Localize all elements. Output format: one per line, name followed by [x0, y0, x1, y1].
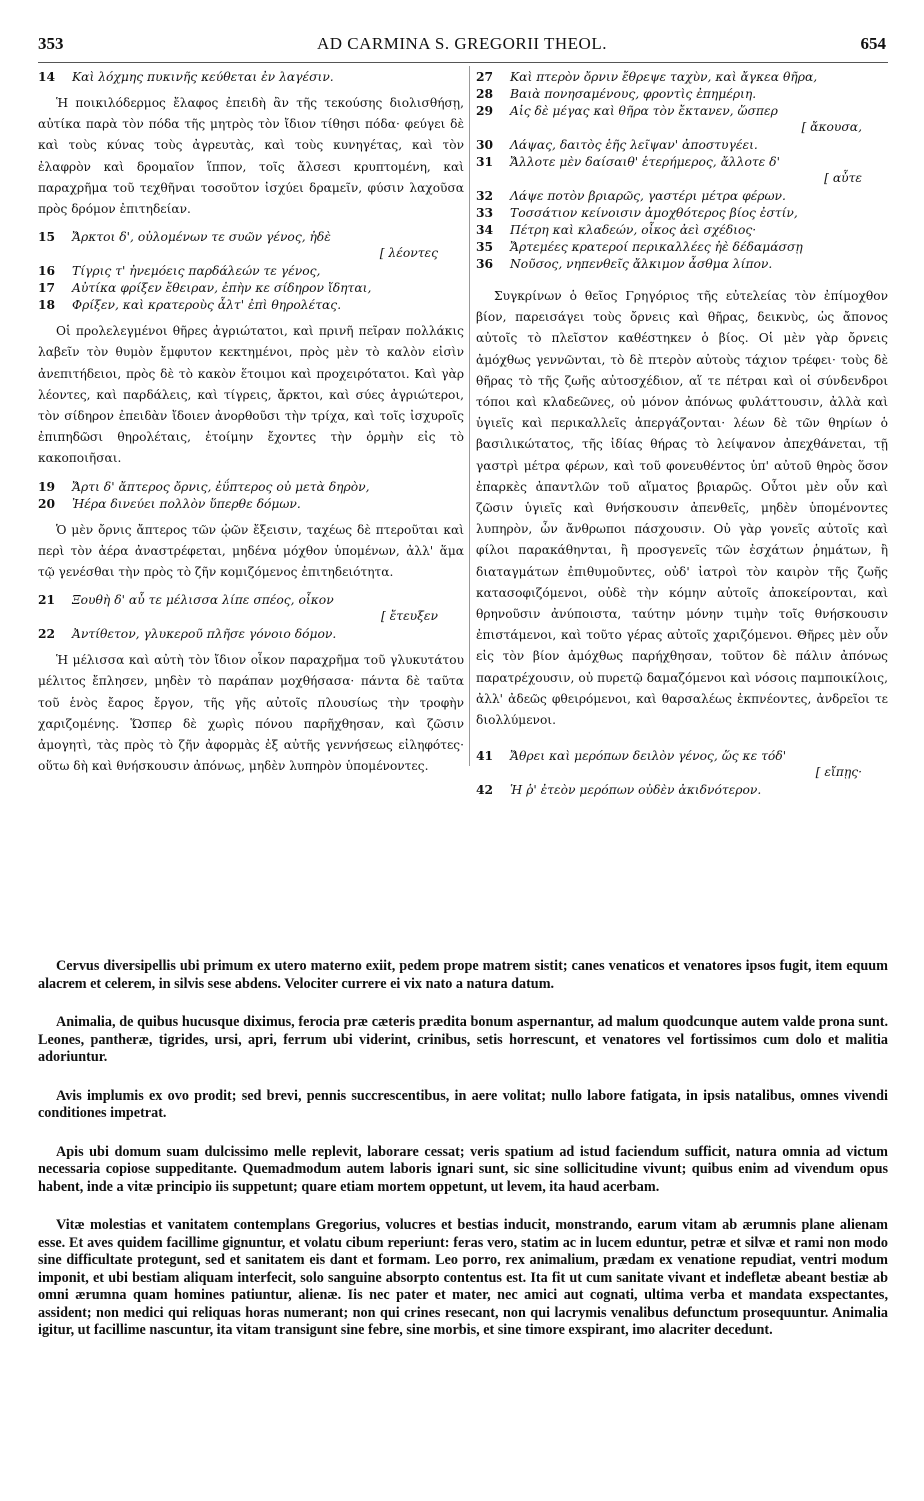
verse-text: Ἄρκτοι δ', οὐλομένων τε συῶν γένος, ἠδὲ: [72, 230, 331, 245]
verse-number: 30: [476, 137, 494, 152]
latin-translation: [38, 958, 888, 1361]
verse-text: Ἄρτεμέες κρατεροί περικαλλέες ἠὲ δέδαμάσσῃ: [510, 240, 803, 254]
verse-line: [476, 255, 888, 272]
verse-text: Λάψε ποτὸν βριαρῶς, γαστέρι μέτρα φέρων.: [510, 189, 786, 203]
verse-continuation: [ ἔτευξεν: [380, 609, 438, 624]
verse-line: [38, 478, 464, 495]
verse-text: Ξουθὴ δ' αὖ τε μέλισσα λίπε σπέος, οἶκον: [72, 593, 334, 608]
left-column: [38, 68, 464, 785]
verse-line: [476, 102, 888, 119]
verse-number: 16: [38, 263, 56, 279]
verse-line: [476, 136, 888, 153]
verse-text: Ἀντίθετον, γλυκεροῦ πλῆσε γόνοιο δόμον.: [72, 627, 337, 642]
verse-line: [38, 279, 464, 296]
greek-paraphrase: Οἱ προλελεγμένοι θῆρες ἀγριώτατοι, καὶ πρινῆ πεῖραν πολλάκις λαβεῖν τὸν θυμὸν ἔμφυτον κεκτημένοι, πρὸς μὲν τὸ καλὸν εἰσὶν ἀνεπιτήδειοι, πρὸς δὲ τὸ κακὸν ἕτοιμοι καὶ προχειρότατοι. Καὶ γὰρ λέοντες, καὶ παρδάλεις, καὶ τίγρεις, ἄρκτοι, καὶ σύες ἀγριώτεροι, τὸν σίδηρον ἐπειδὰν ἴδοιεν ἀνορθοῦσι τὴν τρίχα, καὶ τοῖς ἰσχυροῖς ἐπιπηδῶσι θηρολέταις, ἑτοίμην ἔχοντες τὴν ὁρμὴν εἰς τὸ κακοποιῆσαι.: [38, 324, 464, 466]
verse-number: 36: [476, 256, 494, 271]
verse-number: 14: [38, 69, 56, 84]
verse-number: 42: [476, 782, 494, 798]
greek-paraphrase: Ἡ ποικιλόδερμος ἔλαφος ἐπειδὴ ἂν τῆς τεκούσης διολισθήσῃ, αὐτίκα παρὰ τὸν πόδα τῆς μητρὸς τὸν ἴδιον τίθησι πόδα· φεύγει δὲ καὶ τοὺς κύνας τοὺς ἀγρευτὰς, καὶ τοὺς κυνηγέτας, καὶ τὸν ἐλαφρὸν καὶ δρομαῖον ἵππον, τοῖς ἄλσεσι κρυπτομένη, καὶ παραχρῆμα τοῦ τεχθῆναι τοσοῦτον ἰσχύει δραμεῖν, φύσιν λαχοῦσα πρὸς δρόμον ἐπιτηδείαν.: [38, 96, 464, 217]
verse-line: [38, 591, 464, 608]
latin-paragraph: Animalia, de quibus hucusque diximus, ferocia præ cæteris prædita bonum aspernantur, ad malum quodcunque autem valde prona sunt. Leones, pantheræ, tigrides, ursi, apri, ferrum ubi viderint, crinibus, setis horrescunt, et venatores vel fortissimos cum dolo et malitia adoriuntur.: [38, 1014, 888, 1065]
verse-text: Νοῦσος, νηπενθεῖς ἄλκιμον ἆσθμα λίπον.: [510, 257, 773, 271]
verse-continuation: [ αὖτε: [824, 171, 862, 185]
verse-continuation: [ εἴπῃς·: [815, 765, 862, 780]
latin-paragraph: Vitæ molestias et vanitatem contemplans Gregorius, volucres et bestias inducit, monstrando, earum vitam ab ærumnis plane alienam esse. Et aves quidem facillime gignuntur, et volatu cibum reperiunt: feras vero, statim ac in lucem eduntur, petræ et silvæ et rami non modo sine difficultate protegunt, sed et sanitatem eis dant et formam. Leo porro, rex animalium, prædam ex venatione repudiat, ventri modum imponit, et ubi bestiam aliquam interfecit, solo sanguine absorpto contentus est. Ita fit ut cum sanitate vivant et indefletæ abeant bestiæ ab omni ærumna quam homines patiuntur, alienæ. Iis nec pater et mater, nec amici aut cognati, ultima verba et mandata exspectantes, assident; non medici qui reliquas horas numerant; non qui crines resecant, non qui lacrymis venalibus defunctum prosequuntur. Animalia igitur, ut facillime nascuntur, ita vitam transigunt sine febre, sine morbis, et sine timore exspirant, imo alacriter decedunt.: [38, 1217, 888, 1338]
verse-continuation: [ ἄκουσα,: [801, 120, 862, 134]
verse-text: Φρίξεν, καὶ κρατεροὺς ἆλτ' ἐπὶ θηρολέτας.: [72, 298, 342, 313]
verse-number: 17: [38, 280, 56, 296]
verse-text: Αὐτίκα φρίξεν ἔθειραν, ἐπὴν κε σίδηρον ἴδηται,: [72, 281, 372, 296]
verse-text: Ἡ ῥ' ἐτεὸν μερόπων οὐδὲν ἀκιδνότερον.: [510, 783, 762, 798]
verse-number: 20: [38, 495, 56, 511]
verse-text: Πέτρη καὶ κλαδεών, οἶκος ἀεὶ σχέδιος·: [510, 223, 757, 237]
verse-text: Τίγρις τ' ἠνεμόεις παρδάλεών τε γένος,: [72, 264, 321, 279]
verse-number: 28: [476, 86, 494, 101]
verse-text: Λάψας, δαιτὸς ἑῆς λεῖψαν' ἀποστυγέει.: [510, 138, 758, 152]
verse-number: 33: [476, 205, 494, 220]
verse-line: [38, 228, 464, 245]
verse-number: 41: [476, 748, 494, 764]
greek-commentary: Συγκρίνων ὁ θεῖος Γρηγόριος τῆς εὐτελείας τὸν ἐπίμοχθον βίον, παρεισάγει τοὺς ὄρνεις καὶ θῆρας, δεικνὺς, ὡς ἄπονος αὐτοῖς τὸ πλεῖστον καθέστηκεν ὁ βίος. Οἱ μὲν γὰρ ὄρνεις ἀμόχθως γεννῶνται, τὸ δὲ πτερὸν αὐτοὺς τάχιον τρέφει· τοὺς δὲ θῆρας τὸ τῆς ζωῆς αὐτοσχέδιον, αἵ τε πέτραι καὶ οἱ σύνδενδροι τόποι καὶ κλαδεῶνες, οὐ μόνον ἀπόνως φυλάττουσιν, ἀλλὰ καὶ ὑγιεῖς καὶ περικαλλεῖς ἀπεργάζονται· λέων δὲ τῶν θηρίων ὁ βασιλικώτατος, τῆς ἰδίας θήρας τὸ λείψανον ἀπεχθάνεται, τῇ γαστρὶ μέτρα φέρων, καὶ τοῦ φονευθέντος ὑπ' αὐτοῦ θηρὸς ὅσον ἐπαρκὲς ἀπαντλῶν τοῦ αἵματος βριαρῶς. Οὗτοι μὲν οὖν καὶ ζῶσιν ὑγιεῖς καὶ θνήσκουσιν ἀπενθεῖς, μηδὲν ὑπομένοντες λυπηρὸν, ὧν ἄνθρωποι πάσχουσιν. Οὐ γὰρ γονεῖς αὐτοῖς καὶ φίλοι παρακάθηνται, ἢ προσγενεῖς τῶν ἐσχάτων ῥημάτων, ἢ διαταγμάτων ἐπιθυμοῦντες, οὐδ' ἰατροὶ τὸν καιρὸν τῆς ζωῆς κατασοφιζόμενοι, οὐδὲ τὴν κόμην αὐτοῖς ἀποκείρονται, καὶ θρηνοῦσιν ἀνύποιστα, ταύτην μόνην τιμὴν τοῖς θνήσκουσιν ἐπιστάμενοι, καὶ τοῦτο γέρας αὐτοῖς χαριζόμενοι. Θῆρες μὲν οὖν εἰς τὸν βίον ἀμόχθως παρήχθησαν, τοῦτον δὲ πάλιν ἀπόνως παρατρέχουσιν, οὐ πυρετῷ δαμαζόμενοι καὶ νόσοις παμποικίλοις, ἀλλ' ἀδεῶς φθειρόμενοι, καὶ θαρσαλέως ἐκπνέοντες, ἀνδρεῖοι τε διολλύμενοι.: [476, 289, 888, 728]
verse-text: Ἠέρα δινεύει πολλὸν ὕπερθε δόμων.: [72, 496, 301, 511]
running-header: [38, 34, 886, 56]
greek-paraphrase: Ὁ μὲν ὄρνις ἄπτερος τῶν ᾠῶν ἔξεισιν, ταχέως δὲ πτεροῦται καὶ περὶ τὸν ἀέρα ἀναστρέφεται, μηδένα μόχθον ὑπομένων, ἀλλ' ἅμα τῷ γενέσθαι τὴν πρὸς τὸ ζῆν κομιζόμενος ἐπιτηδειότητα.: [38, 522, 464, 580]
verse-text: Ἄλλοτε μὲν δαίσαιθ' ἑτερήμερος, ἄλλοτε δ': [510, 155, 780, 169]
verse-number: 21: [38, 592, 56, 608]
verse-line: [476, 204, 888, 221]
verse-number: 35: [476, 239, 494, 254]
verse-number: 32: [476, 188, 494, 203]
verse-line: [476, 221, 888, 238]
latin-paragraph: Apis ubi domum suam dulcissimo melle replevit, laborare cessat; veris spatium ad istud faciendum sufficit, natura omnia ad victum necessaria copiose suppeditante. Quemadmodum autem laboris ignari sunt, sic sine sollicitudine vivunt; quibus enim ad vivendum opus habent, inde a vitæ principio iis suppetunt; quare etiam mortem oppetunt, ut levem, ita haud acerbam.: [38, 1143, 888, 1195]
right-page-number: 654: [860, 34, 886, 53]
verse-line: [476, 747, 888, 764]
verse-number: 29: [476, 103, 494, 118]
verse-text: Καὶ πτερὸν ὄρνιν ἔθρεψε ταχὺν, καὶ ἄγκεα θῆρα,: [510, 70, 818, 84]
verse-text: Ἄρτι δ' ἄπτερος ὄρνις, ἐΰπτερος οὐ μετὰ δηρὸν,: [72, 479, 370, 494]
verse-text: Ἄθρει καὶ μερόπων δειλὸν γένος, ὥς κε τόδ': [510, 749, 787, 764]
verse-line: [38, 625, 464, 642]
verse-line: [38, 296, 464, 313]
verse-line: [476, 68, 888, 85]
verse-line: [476, 85, 888, 102]
verse-line: [476, 238, 888, 255]
verse-number: 15: [38, 229, 56, 245]
verse-text: Τοσσάτιον κείνοισιν ἀμοχθότερος βίος ἐστίν,: [510, 206, 798, 220]
verse-number: 31: [476, 154, 494, 169]
verse-text: Βαιὰ πονησαμένους, φροντὶς ἐπημέριη.: [510, 87, 757, 101]
verse-number: 27: [476, 69, 494, 84]
verse-line: [38, 262, 464, 279]
verse-number: 19: [38, 478, 56, 494]
left-page-number: 353: [38, 34, 64, 53]
verse-line: [38, 68, 464, 85]
verse-continuation: [ λέοντες: [379, 246, 438, 261]
verse-text: Καὶ λόχμης πυκινῆς κεύθεται ἐν λαγέσιν.: [72, 70, 334, 84]
verse-number: 22: [38, 626, 56, 642]
header-rule: [38, 62, 888, 63]
verse-number: 34: [476, 222, 494, 237]
greek-paraphrase: Ἡ μέλισσα καὶ αὐτὴ τὸν ἴδιον οἶκον παραχρῆμα τοῦ γλυκυτάτου μέλιτος ἔπλησεν, μηδὲν τὸ παράπαν μοχθήσασα· πάντα δὲ ταῦτα τοῦ ἑνὸς ἔαρος ἔργον, τῆς γῆς αὐτοῖς πλουσίως τὴν τροφὴν χαριζομένης. Ὥσπερ δὲ χωρὶς πόνου παρῆχθησαν, καὶ ζῶσιν ἀμογητὶ, τὰς πρὸς τὸ ζῆν ἀφορμὰς ἐξ αὐτῆς γεννήσεως εἰληφότες· οὕτω δὴ καὶ θνήσκουσιν ἀπόνως, μηδὲν λυπηρὸν ὑπομένοντες.: [38, 653, 464, 774]
column-divider: [469, 66, 470, 766]
running-title: AD CARMINA S. GREGORII THEOL.: [317, 34, 607, 53]
verse-line: [476, 781, 888, 798]
latin-paragraph: Cervus diversipellis ubi primum ex utero materno exiit, pedem prope matrem sistit; canes venaticos et venatores ipsos fugit, item equum alacrem et celerem, in silvis sese abdens. Velociter currere ei vix nato a natura datum.: [38, 958, 888, 992]
verse-line: [476, 153, 888, 170]
verse-line: [38, 495, 464, 512]
verse-line: [476, 187, 888, 204]
verse-text: Αἱς δὲ μέγας καὶ θῆρα τὸν ἔκτανεν, ὥσπερ: [510, 104, 778, 118]
right-column: [476, 68, 888, 798]
spacer: [476, 739, 888, 747]
verse-number: 18: [38, 297, 56, 313]
latin-paragraph: Avis implumis ex ovo prodit; sed brevi, pennis succrescentibus, in aere volitat; nullo labore fatigata, in ipsis natalibus, omnes vivendi conditiones impetrat.: [38, 1087, 888, 1121]
